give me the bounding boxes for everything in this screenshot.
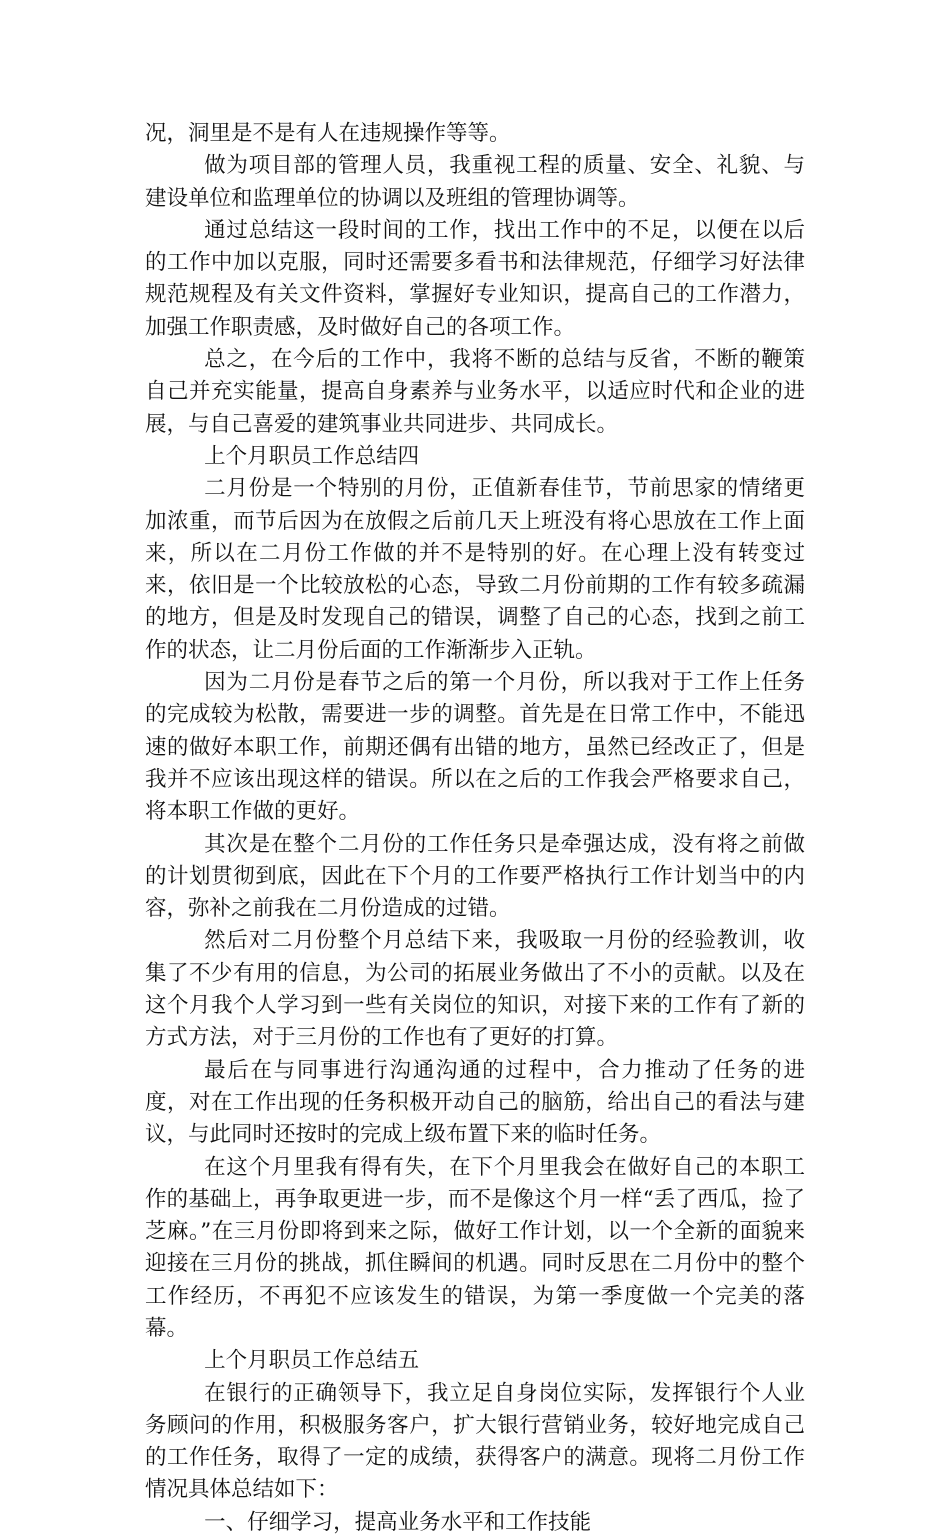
paragraph: 其次是在整个二月份的工作任务只是牵强达成，没有将之前做的计划贯彻到底，因此在下个月的工作要严格执行工作计划当中的内容，弥补之前我在二月份造成的过错。 xyxy=(145,831,805,922)
document-body xyxy=(145,118,805,1539)
paragraph: 做为项目部的管理人员，我重视工程的质量、安全、礼貌、与建设单位和监理单位的协调以及班组的管理协调等。 xyxy=(145,153,805,211)
paragraph: 在银行的正确领导下，我立足自身岗位实际，发挥银行个人业务顾问的作用，积极服务客户，扩大银行营销业务，较好地完成自己的工作任务，取得了一定的成绩，获得客户的满意。现将二月份工作情况具体总结如下： xyxy=(145,1380,805,1503)
paragraph: 在这个月里我有得有失，在下个月里我会在做好自己的本职工作的基础上，再争取更进一步，而不是像这个月一样“丢了西瓜，捡了芝麻。”在三月份即将到来之际，做好工作计划，以一个全新的面貌来迎接在三月份的挑战，抓住瞬间的机遇。同时反思在二月份中的整个工作经历，不再犯不应该发生的错误，为第一季度做一个完美的落幕。 xyxy=(145,1154,805,1341)
paragraph-continuation: 况，洞里是不是有人在违规操作等等。 xyxy=(145,121,511,146)
paragraph: 然后对二月份整个月总结下来，我吸取一月份的经验教训，收集了不少有用的信息，为公司的拓展业务做出了不小的贡献。以及在这个月我个人学习到一些有关岗位的知识，对接下来的工作有了新的方式方法，对于三月份的工作也有了更好的打算。 xyxy=(145,928,805,1051)
paragraph: 二月份是一个特别的月份，正值新春佳节，节前思家的情绪更加浓重，而节后因为在放假之后前几天上班没有将心思放在工作上面来，所以在二月份工作做的并不是特别的好。在心理上没有转变过来，依旧是一个比较放松的心态，导致二月份前期的工作有较多疏漏的地方，但是及时发现自己的错误，调整了自己的心态，找到之前工作的状态，让二月份后面的工作渐渐步入正轨。 xyxy=(145,476,805,663)
paragraph: 因为二月份是春节之后的第一个月份，所以我对于工作上任务的完成较为松散，需要进一步的调整。首先是在日常工作中，不能迅速的做好本职工作，前期还偶有出错的地方，虽然已经改正了，但是我并不应该出现这样的错误。所以在之后的工作我会严格要求自己，将本职工作做的更好。 xyxy=(145,670,805,825)
section-heading: 上个月职员工作总结五 xyxy=(204,1348,420,1374)
subsection-heading: 一、仔细学习，提高业务水平和工作技能 xyxy=(204,1509,592,1535)
paragraph: 最后在与同事进行沟通沟通的过程中，合力推动了任务的进度，对在工作出现的任务积极开动自己的脑筋，给出自己的看法与建议，与此同时还按时的完成上级布置下来的临时任务。 xyxy=(145,1057,805,1148)
paragraph: 总之，在今后的工作中，我将不断的总结与反省，不断的鞭策自己并充实能量，提高自身素养与业务水平，以适应时代和企业的进展，与自己喜爱的建筑事业共同进步、共同成长。 xyxy=(145,347,805,437)
paragraph: 通过总结这一段时间的工作，找出工作中的不足，以便在以后的工作中加以克服，同时还需要多看书和法律规范，仔细学习好法律规范规程及有关文件资料，掌握好专业知识，提高自己的工作潜力，加强工作职责感，及时做好自己的各项工作。 xyxy=(145,217,805,340)
section-heading: 上个月职员工作总结四 xyxy=(204,443,420,469)
